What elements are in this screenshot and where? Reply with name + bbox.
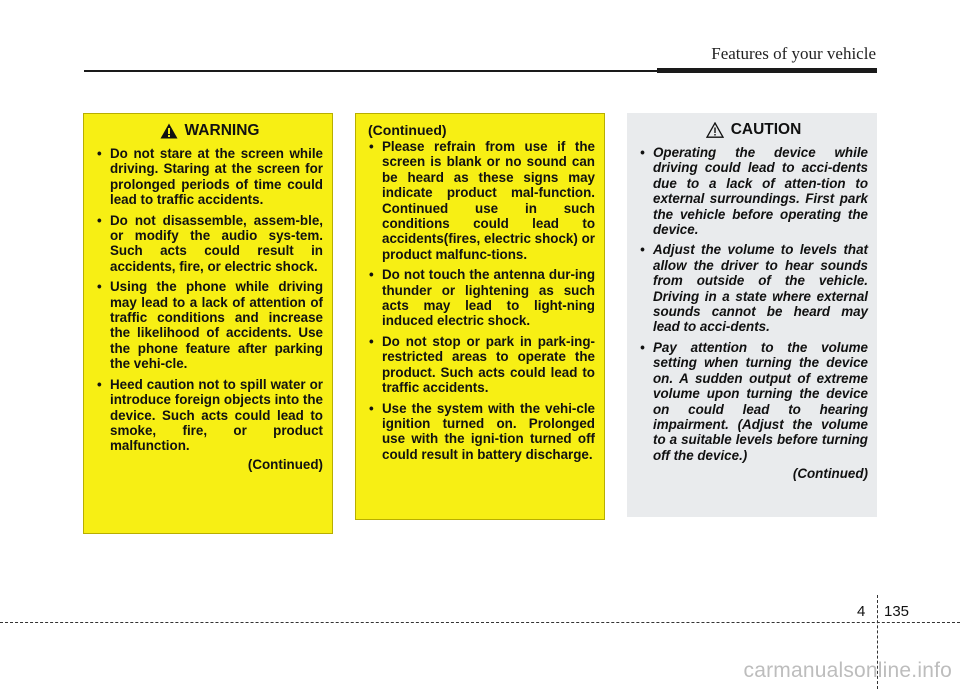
list-item: • Please refrain from use if the screen is blank or no sound can be heard as these signs may indicate product mal-function. Continued use in such conditions could lead to accidents(fires, electric shock) or product malfunc-tions. (368, 139, 595, 262)
caution-box (627, 113, 877, 517)
header-rule-thick (657, 68, 877, 73)
list-item: • Do not stare at the screen while driving. Staring at the screen for prolonged periods of time could lead to traffic accidents. (96, 146, 323, 208)
list-item: • Use the system with the vehi-cle ignition turned on. Prolonged use with the igni-tion turned off could result in battery discharge. (368, 401, 595, 463)
header-rule (84, 70, 657, 72)
continued-label: (Continued) (368, 122, 447, 138)
warning-title: WARNING (184, 122, 260, 139)
caution-triangle-icon (706, 122, 724, 138)
caution-list (639, 145, 868, 463)
list-item: • Do not stop or park in park-ing-restricted areas to operate the product. Such acts could lead to traffic accidents. (368, 334, 595, 396)
list-item: • Operating the device while driving could lead to acci-dents due to a lack of atten-tion to external surroundings. First park the vehicle before operating the device. (639, 145, 868, 237)
chapter-number: 4 (857, 603, 866, 620)
warning-continued-box (355, 113, 605, 520)
list-item: • Do not touch the antenna dur-ing thunder or lightening as such acts may lead to light-ning induced electric shock. (368, 267, 595, 329)
watermark: carmanualsonline.info (743, 659, 952, 682)
caution-heading (639, 121, 868, 139)
page-number: 135 (884, 603, 910, 620)
list-item: • Heed caution not to spill water or introduce foreign objects into the device. Such acts could lead to smoke, fire, or product malfunction. (96, 377, 323, 454)
warning-heading (96, 122, 323, 140)
warning-box (83, 113, 333, 534)
caution-continued: (Continued) (792, 466, 868, 482)
caution-title: CAUTION (730, 121, 802, 138)
list-item: • Pay attention to the volume setting when turning the device on. A sudden output of extreme volume upon turning the device on could lead to hearing impairment. (Adjust the volume to a suitable levels before turning off the device.) (639, 340, 868, 463)
warning-triangle-icon (160, 123, 178, 139)
list-item: • Using the phone while driving may lead to a lack of attention of traffic conditions and increase the likelihood of accidents. Use the phone feature after parking the vehi-cle. (96, 279, 323, 371)
section-title: Features of your vehicle (711, 44, 876, 63)
warning-list (96, 146, 323, 454)
footer-rule (0, 622, 960, 623)
list-item: • Do not disassemble, assem-ble, or modify the audio sys-tem. Such acts could result in accidents, fire, or electric shock. (96, 213, 323, 275)
warning-continued: (Continued) (247, 456, 323, 472)
list-item: • Adjust the volume to levels that allow the driver to hear sounds from outside of the vehicle. Driving in a state where external sounds cannot be heard may lead to acci-dents. (639, 242, 868, 334)
continued-list (368, 139, 595, 462)
